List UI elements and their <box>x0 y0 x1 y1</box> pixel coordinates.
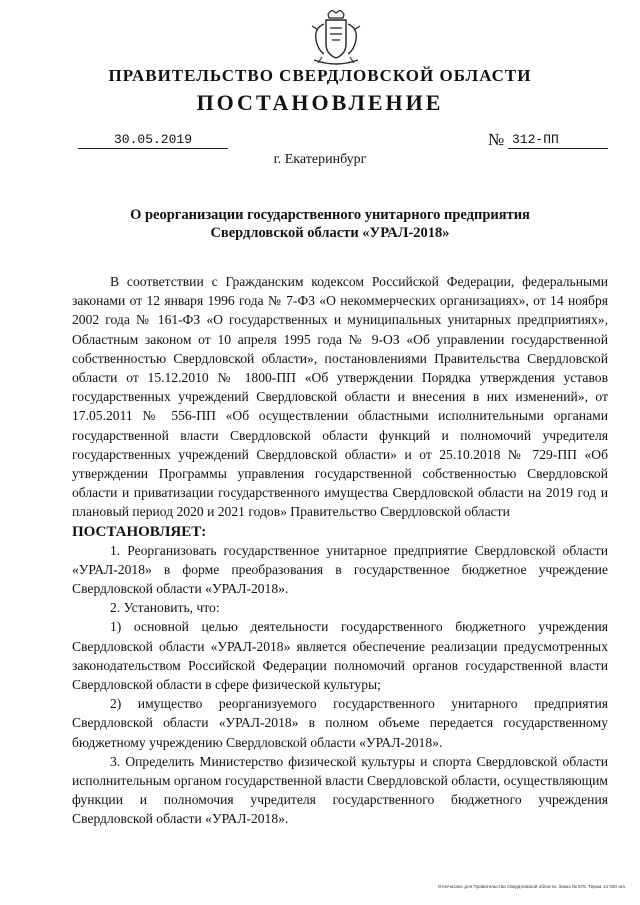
item-paragraph: 1. Реорганизовать государственное унитарное предприятие Свердловской области «УРАЛ-2018» в форме преобразования в государственное бюджетное учреждение Свердловской области «УРАЛ-2018». <box>72 542 608 597</box>
print-imprint: Отпечатано для Правительства Свердловской области. Заказ № 575. Тираж 14 000 экз. <box>437 884 626 889</box>
decree-title-line: О реорганизации государственного унитарного предприятия <box>130 207 530 223</box>
decree-title <box>110 206 550 242</box>
resolves-heading: ПОСТАНОВЛЯЕТ: <box>72 523 207 540</box>
decree-body <box>72 272 608 829</box>
document-type: ПОСТАНОВЛЕНИЕ <box>196 90 444 115</box>
item-paragraph: 1) основной целью деятельности государственного бюджетного учреждения Свердловской области «УРАЛ-2018» является обеспечение реализации предусмотренных законодательством Российской Федерации полномочий органов государственной власти Свердловской области в сфере физической культуры; <box>72 619 608 693</box>
preamble-paragraph: В соответствии с Гражданским кодексом Российской Федерации, федеральными законами от 12 января 1996 года № 7-ФЗ «О некоммерческих организациях», от 14 ноября 2002 года № 161-ФЗ «О государственных и муниципальных унитарных предприятиях», Областным законом от 10 апреля 1995 года № 9-ОЗ «Об управлении государственной собственностью Свердловской области», постановлениями Правительства Свердловской области от 15.12.2010 № 1800-ПП «Об утверждении Порядка утверждения уставов государственных учреждений Свердловской области и внесения в них изменений», от 17.05.2011 № 556-ПП «Об осуществлении областными исполнительными органами государственной власти Свердловской области функций и полномочий учредителя государственных учреждений Свердловской области» и от 25.10.2018 № 729-ПП «Об утверждении Программы управления государственной собственностью Свердловской области и приватизации государственного имущества Свердловской области на 2019 год и плановый период 2020 и 2021 годов» Правительство Свердловской области <box>72 274 608 520</box>
decree-title-line: Свердловской области «УРАЛ-2018» <box>210 225 450 241</box>
city: г. Екатеринбург <box>273 152 367 167</box>
government-name: ПРАВИТЕЛЬСТВО СВЕРДЛОВСКОЙ ОБЛАСТИ <box>108 66 532 85</box>
coat-of-arms-icon <box>302 10 370 70</box>
decree-date: 30.05.2019 <box>78 132 228 149</box>
item-paragraph: 3. Определить Министерство физической культуры и спорта Свердловской области исполнительным органом государственной власти Свердловской области, осуществляющим функции и полномочия учредителя государственного бюджетного учреждения Свердловской области «УРАЛ-2018». <box>72 753 608 827</box>
number-label: № <box>488 130 505 149</box>
item-paragraph: 2. Установить, что: <box>110 600 220 616</box>
item-paragraph: 2) имущество реорганизуемого государственного унитарного предприятия Свердловской области «УРАЛ-2018» в полном объеме передается государственному бюджетному учреждению Свердловской области «УРАЛ-2018». <box>72 696 608 750</box>
decree-number: 312-ПП <box>508 132 608 149</box>
